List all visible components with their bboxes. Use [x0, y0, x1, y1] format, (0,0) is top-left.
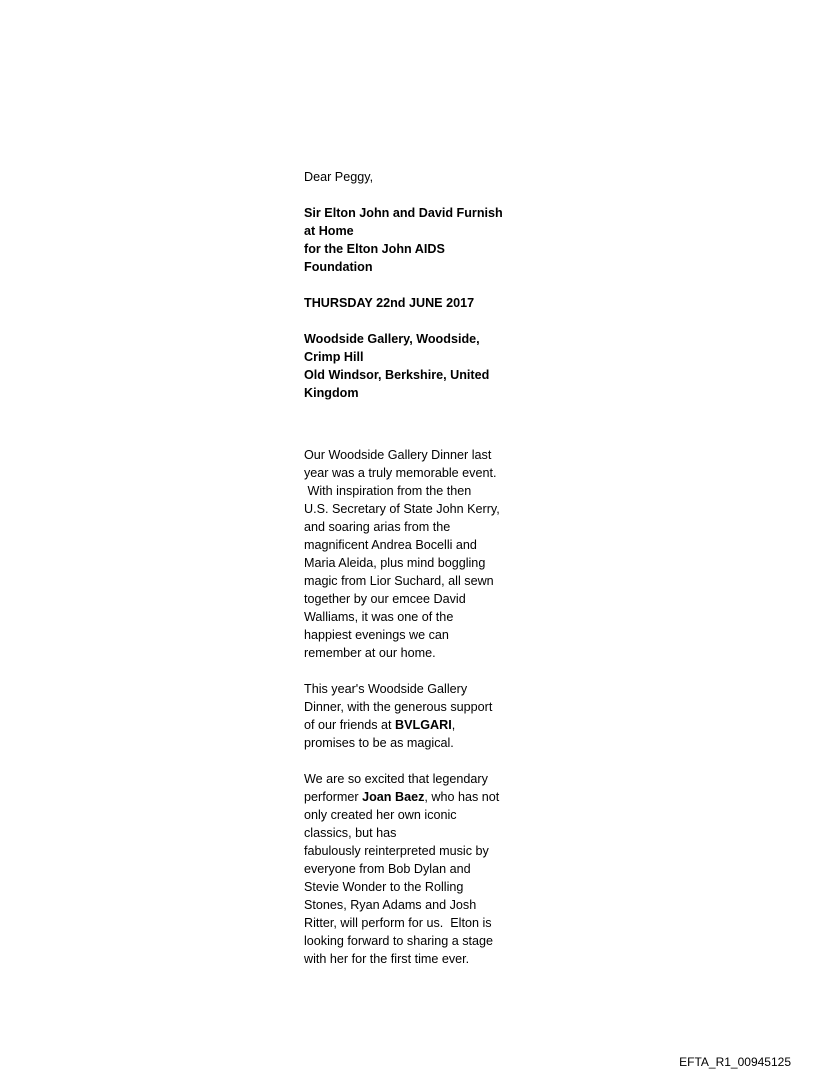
paragraph-line: year was a truly memorable event. — [304, 466, 497, 480]
spacer — [304, 662, 524, 680]
paragraph-line: classics, but has — [304, 826, 397, 840]
event-title-line: for the Elton John AIDS — [304, 242, 445, 256]
paragraph-this-year — [304, 680, 524, 752]
paragraph-line: magic from Lior Suchard, all sewn — [304, 574, 494, 588]
paragraph-line: Dinner, with the generous support — [304, 700, 493, 714]
text-run: , who has not — [424, 790, 500, 804]
spacer — [304, 428, 524, 446]
paragraph-line: remember at our home. — [304, 646, 436, 660]
paragraph-line: looking forward to sharing a stage — [304, 934, 494, 948]
event-title-line: Sir Elton John and David Furnish — [304, 206, 503, 220]
paragraph-line: magnificent Andrea Bocelli and — [304, 538, 477, 552]
document-id: EFTA_R1_00945125 — [679, 1055, 791, 1069]
paragraph-line: and soaring arias from the — [304, 520, 451, 534]
paragraph-line: Maria Aleida, plus mind boggling — [304, 556, 486, 570]
paragraph-performer — [304, 770, 524, 968]
paragraph-line: with her for the first time ever. — [304, 952, 470, 966]
paragraph-line: Stevie Wonder to the Rolling — [304, 880, 464, 894]
paragraph-line: We are so excited that legendary — [304, 772, 488, 786]
paragraph-line: U.S. Secretary of State John Kerry, — [304, 502, 500, 516]
venue-line: Kingdom — [304, 386, 359, 400]
text-run: , — [451, 718, 456, 732]
paragraph-last-year — [304, 446, 524, 662]
paragraph-line: Ritter, will perform for us. Elton is — [304, 916, 492, 930]
venue-address — [304, 330, 524, 402]
venue-line: Old Windsor, Berkshire, United — [304, 368, 490, 382]
paragraph-line: This year's Woodside Gallery — [304, 682, 468, 696]
event-date: THURSDAY 22nd JUNE 2017 — [304, 296, 475, 310]
paragraph-line: happiest evenings we can — [304, 628, 449, 642]
paragraph-line: With inspiration from the then — [304, 484, 472, 498]
performer-name: Joan Baez — [362, 790, 425, 804]
event-title — [304, 204, 524, 276]
venue-line: Crimp Hill — [304, 350, 364, 364]
letter-body — [304, 168, 524, 968]
event-title-line: Foundation — [304, 260, 373, 274]
text-run: performer — [304, 790, 363, 804]
spacer — [304, 312, 524, 330]
paragraph-line: everyone from Bob Dylan and — [304, 862, 471, 876]
paragraph-line — [304, 716, 524, 734]
paragraph-line: only created her own iconic — [304, 808, 457, 822]
paragraph-line: Stones, Ryan Adams and Josh — [304, 898, 477, 912]
spacer — [304, 752, 524, 770]
paragraph-line: Walliams, it was one of the — [304, 610, 454, 624]
event-title-line: at Home — [304, 224, 354, 238]
paragraph-line: promises to be as magical. — [304, 736, 454, 750]
sponsor-name: BVLGARI — [395, 718, 452, 732]
paragraph-line: Our Woodside Gallery Dinner last — [304, 448, 492, 462]
greeting: Dear Peggy, — [304, 170, 374, 184]
spacer — [304, 186, 524, 204]
venue-line: Woodside Gallery, Woodside, — [304, 332, 480, 346]
paragraph-line: together by our emcee David — [304, 592, 466, 606]
paragraph-line: fabulously reinterpreted music by — [304, 844, 489, 858]
paragraph-line — [304, 788, 524, 806]
spacer — [304, 402, 524, 428]
text-run: of our friends at — [304, 718, 396, 732]
spacer — [304, 276, 524, 294]
